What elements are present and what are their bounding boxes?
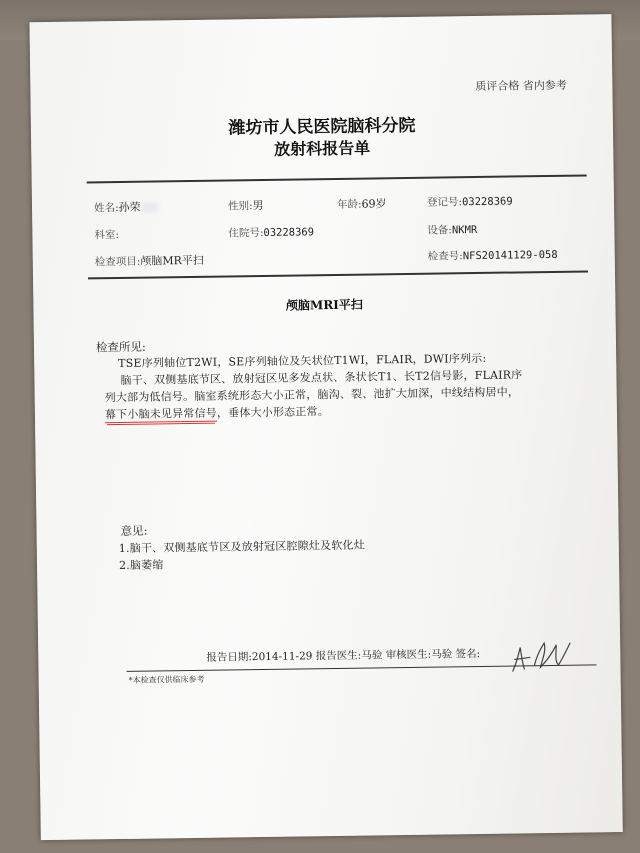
findings-line-1: TSE序列轴位T2WI，SE序列轴位及矢状位T1WI，FLAIR，DWI序列示: xyxy=(118,351,487,371)
inpatient-label: 住院号: xyxy=(228,226,264,240)
report-footer xyxy=(206,646,480,665)
dept-label: 科室: xyxy=(94,228,120,242)
highlighted-finding: 幕下小脑未见异常信号 xyxy=(104,406,218,422)
disclaimer-note: *本检查仅供临床参考 xyxy=(128,674,205,685)
patient-inpatient-no xyxy=(228,224,314,240)
gender-label: 性别: xyxy=(227,200,253,213)
date-value: 2014-11-29 xyxy=(251,650,313,664)
opinion-heading: 意见: xyxy=(120,523,148,539)
age-label: 年龄: xyxy=(336,198,362,211)
patient-name xyxy=(94,198,158,215)
sign-label: 签名: xyxy=(455,647,481,661)
findings-line-4 xyxy=(105,403,329,422)
inpatient-value: 03228369 xyxy=(263,226,315,239)
exam-item xyxy=(95,252,204,270)
quality-mark: 质评合格 省内参考 xyxy=(475,78,567,94)
hospital-name: 潍坊市人民医院脑科分院 xyxy=(228,115,416,139)
exam-name: 颅脑MRI平扫 xyxy=(285,297,363,313)
doctor-value: 马验 xyxy=(361,649,383,662)
opinion-item-2: 2.脑萎缩 xyxy=(118,558,164,573)
patient-gender xyxy=(228,197,264,213)
age-value: 69岁 xyxy=(361,197,387,211)
patient-age xyxy=(337,195,387,212)
handwritten-signature xyxy=(506,637,577,678)
findings-heading: 检查所见: xyxy=(95,339,146,355)
device-label: 设备: xyxy=(427,224,453,237)
exam-no-value: NFS20141129-058 xyxy=(462,248,558,263)
reg-label: 登记号: xyxy=(426,196,463,209)
findings-line-2: 脑干、双侧基底节区、放射冠区见多发点状、条状长T1、长T2信号影，FLAIR序 xyxy=(120,368,523,387)
patient-reg-no xyxy=(427,193,513,209)
header-bottom-rule xyxy=(88,270,588,279)
name-label: 姓名: xyxy=(93,202,119,215)
findings-line-4-rest: ，垂体大小形态正常。 xyxy=(216,405,330,420)
reg-value: 03228369 xyxy=(461,195,513,209)
gender-value: 男 xyxy=(252,198,264,213)
device-value: NKMR xyxy=(451,223,478,237)
name-value: 孙荣 xyxy=(118,200,141,215)
reviewer-value: 马验 xyxy=(431,648,453,661)
exam-device xyxy=(427,222,477,238)
name-redaction xyxy=(142,202,158,212)
date-label: 报告日期: xyxy=(206,651,252,664)
exam-no-label: 检查号: xyxy=(427,250,463,263)
report-title: 放射科报告单 xyxy=(274,138,371,159)
exam-number xyxy=(428,247,558,264)
doctor-label: 报告医生: xyxy=(315,649,362,663)
header-top-rule xyxy=(87,174,587,183)
item-value: 颅脑MR平扫 xyxy=(140,253,204,268)
report-paper xyxy=(29,14,622,840)
patient-dept xyxy=(94,227,119,242)
findings-line-3: 列大部为低信号。脑室系统形态大小正常，脑沟、裂、池扩大加深，中线结构居中， xyxy=(104,385,520,405)
item-label: 检查项目: xyxy=(94,255,141,269)
reviewer-label: 审核医生: xyxy=(385,648,432,662)
opinion-item-1: 1.脑干、双侧基底节区及放射冠区腔隙灶及软化灶 xyxy=(118,538,365,556)
